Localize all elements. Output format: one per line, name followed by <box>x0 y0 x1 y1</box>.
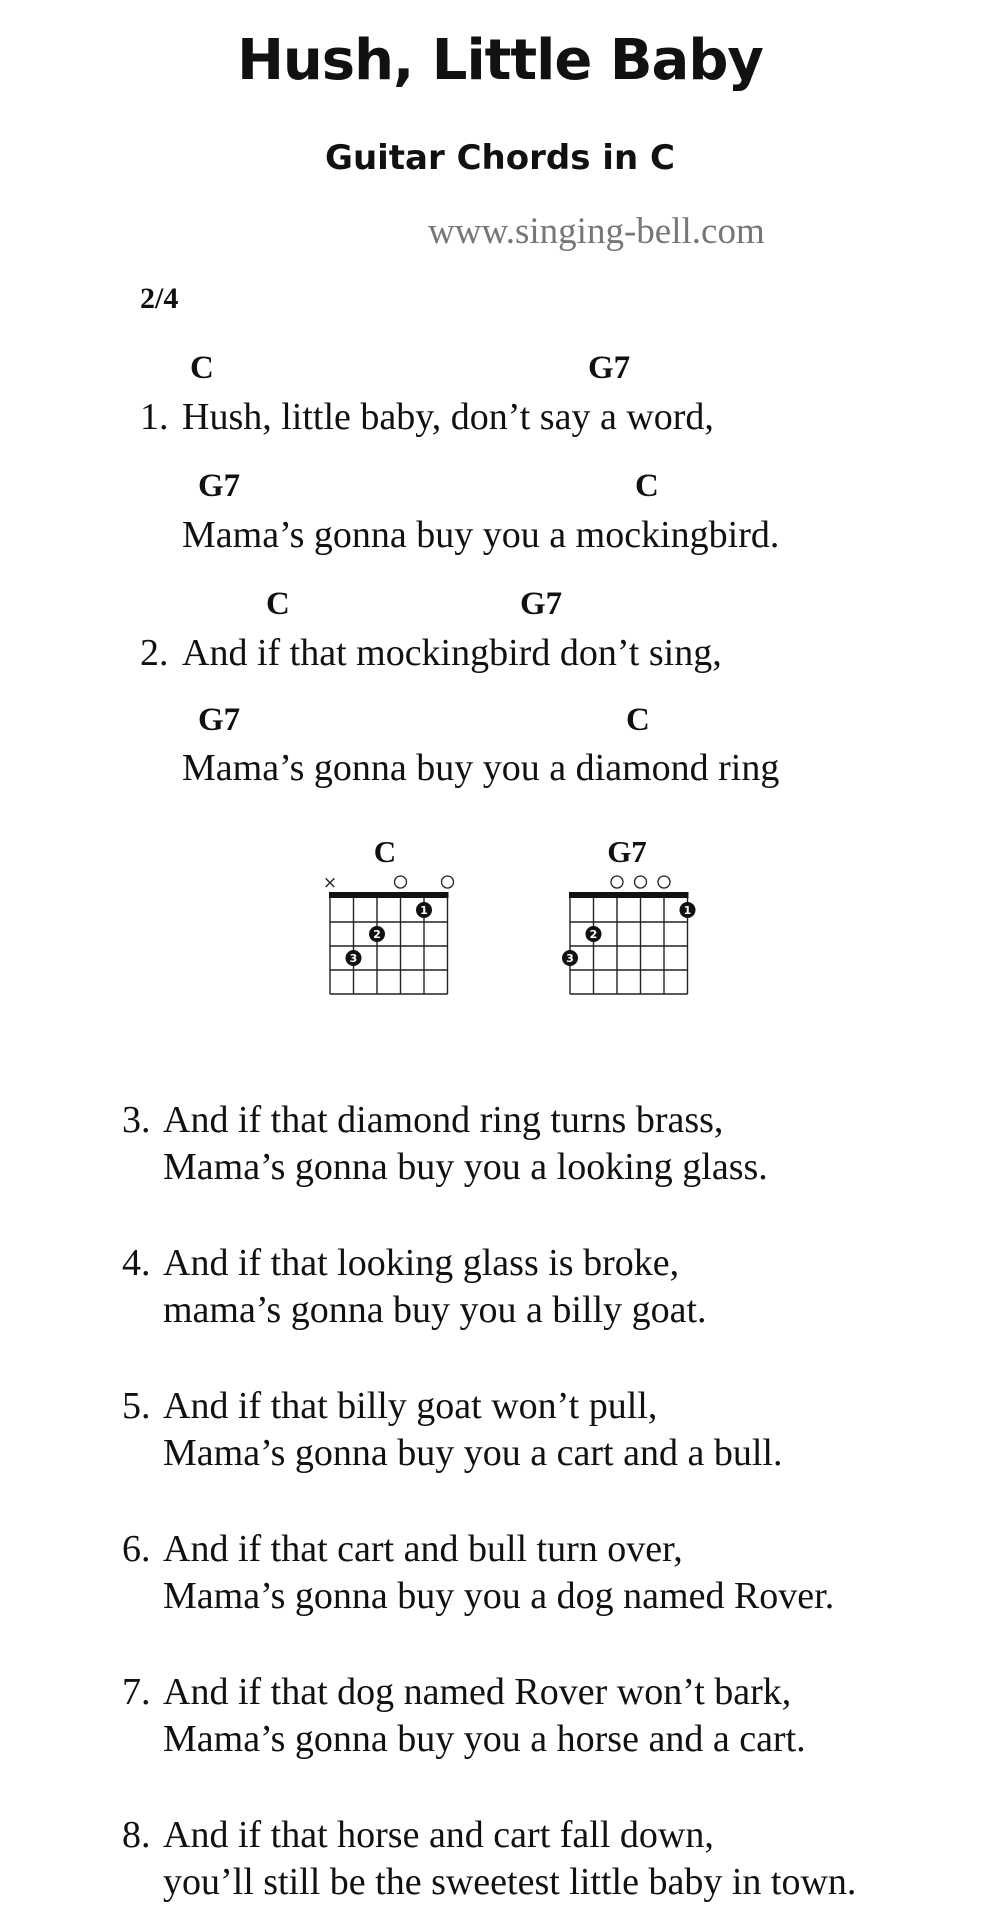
verse-number: 6. <box>122 1528 151 1570</box>
lyric-line: And if that billy goat won’t pull, <box>163 1385 658 1427</box>
lyric-line: And if that cart and bull turn over, <box>163 1528 683 1570</box>
open-string-marker <box>442 876 454 888</box>
muted-string-marker: × <box>322 873 338 893</box>
song-subtitle: Guitar Chords in C <box>325 138 675 178</box>
website-url[interactable]: www.singing-bell.com <box>428 211 765 252</box>
lyric-line: you’ll still be the sweetest little baby in town. <box>163 1861 857 1903</box>
lyric-line: mama’s gonna buy you a billy goat. <box>163 1289 707 1331</box>
verse-number: 2. <box>140 632 169 674</box>
lyric-line: Hush, little baby, don’t say a word, <box>182 396 714 438</box>
finger-number: 3 <box>566 952 574 965</box>
nut <box>329 892 449 898</box>
lyric-line: Mama’s gonna buy you a diamond ring <box>182 747 780 789</box>
open-string-marker <box>635 876 647 888</box>
lyric-line: And if that horse and cart fall down, <box>163 1814 714 1856</box>
verse-number: 1. <box>140 396 169 438</box>
open-string-marker <box>395 876 407 888</box>
lyric-line: Mama’s gonna buy you a looking glass. <box>163 1146 768 1188</box>
chord-diagram-c <box>318 868 468 1028</box>
time-signature: 2/4 <box>140 282 179 315</box>
finger-number: 1 <box>420 904 428 917</box>
verse-number: 4. <box>122 1242 151 1284</box>
lyric-line: Mama’s gonna buy you a dog named Rover. <box>163 1575 835 1617</box>
lyric-line: And if that mockingbird don’t sing, <box>182 632 722 674</box>
finger-number: 2 <box>589 928 598 941</box>
chord-label: G7 <box>520 586 563 622</box>
verse-number: 7. <box>122 1671 151 1713</box>
lyric-line: And if that looking glass is broke, <box>163 1242 680 1284</box>
chord-label: C <box>635 468 659 504</box>
chord-label: G7 <box>198 702 241 738</box>
finger-number: 1 <box>683 904 692 917</box>
lyric-line: And if that diamond ring turns brass, <box>163 1099 724 1141</box>
lyric-line: Mama’s gonna buy you a mockingbird. <box>182 514 780 556</box>
chord-diagram-g7 <box>558 868 708 1028</box>
chord-diagram-c-label: C <box>373 834 397 869</box>
chord-label: G7 <box>198 468 241 504</box>
verse-number: 5. <box>122 1385 151 1427</box>
chord-label: C <box>626 702 650 738</box>
verse-number: 8. <box>122 1814 151 1856</box>
nut <box>569 892 689 898</box>
chord-label: C <box>266 586 290 622</box>
verse-number: 3. <box>122 1099 151 1141</box>
chord-diagram-g7-label: G7 <box>607 834 647 869</box>
song-title: Hush, Little Baby <box>237 28 763 93</box>
chord-label: C <box>190 350 214 386</box>
lyric-line: Mama’s gonna buy you a cart and a bull. <box>163 1432 783 1474</box>
lyric-line: Mama’s gonna buy you a horse and a cart. <box>163 1718 806 1760</box>
open-string-marker <box>658 876 670 888</box>
open-string-marker <box>611 876 623 888</box>
finger-number: 3 <box>349 952 358 965</box>
finger-number: 2 <box>373 928 381 941</box>
lyric-line: And if that dog named Rover won’t bark, <box>163 1671 792 1713</box>
chord-label: G7 <box>588 350 631 386</box>
